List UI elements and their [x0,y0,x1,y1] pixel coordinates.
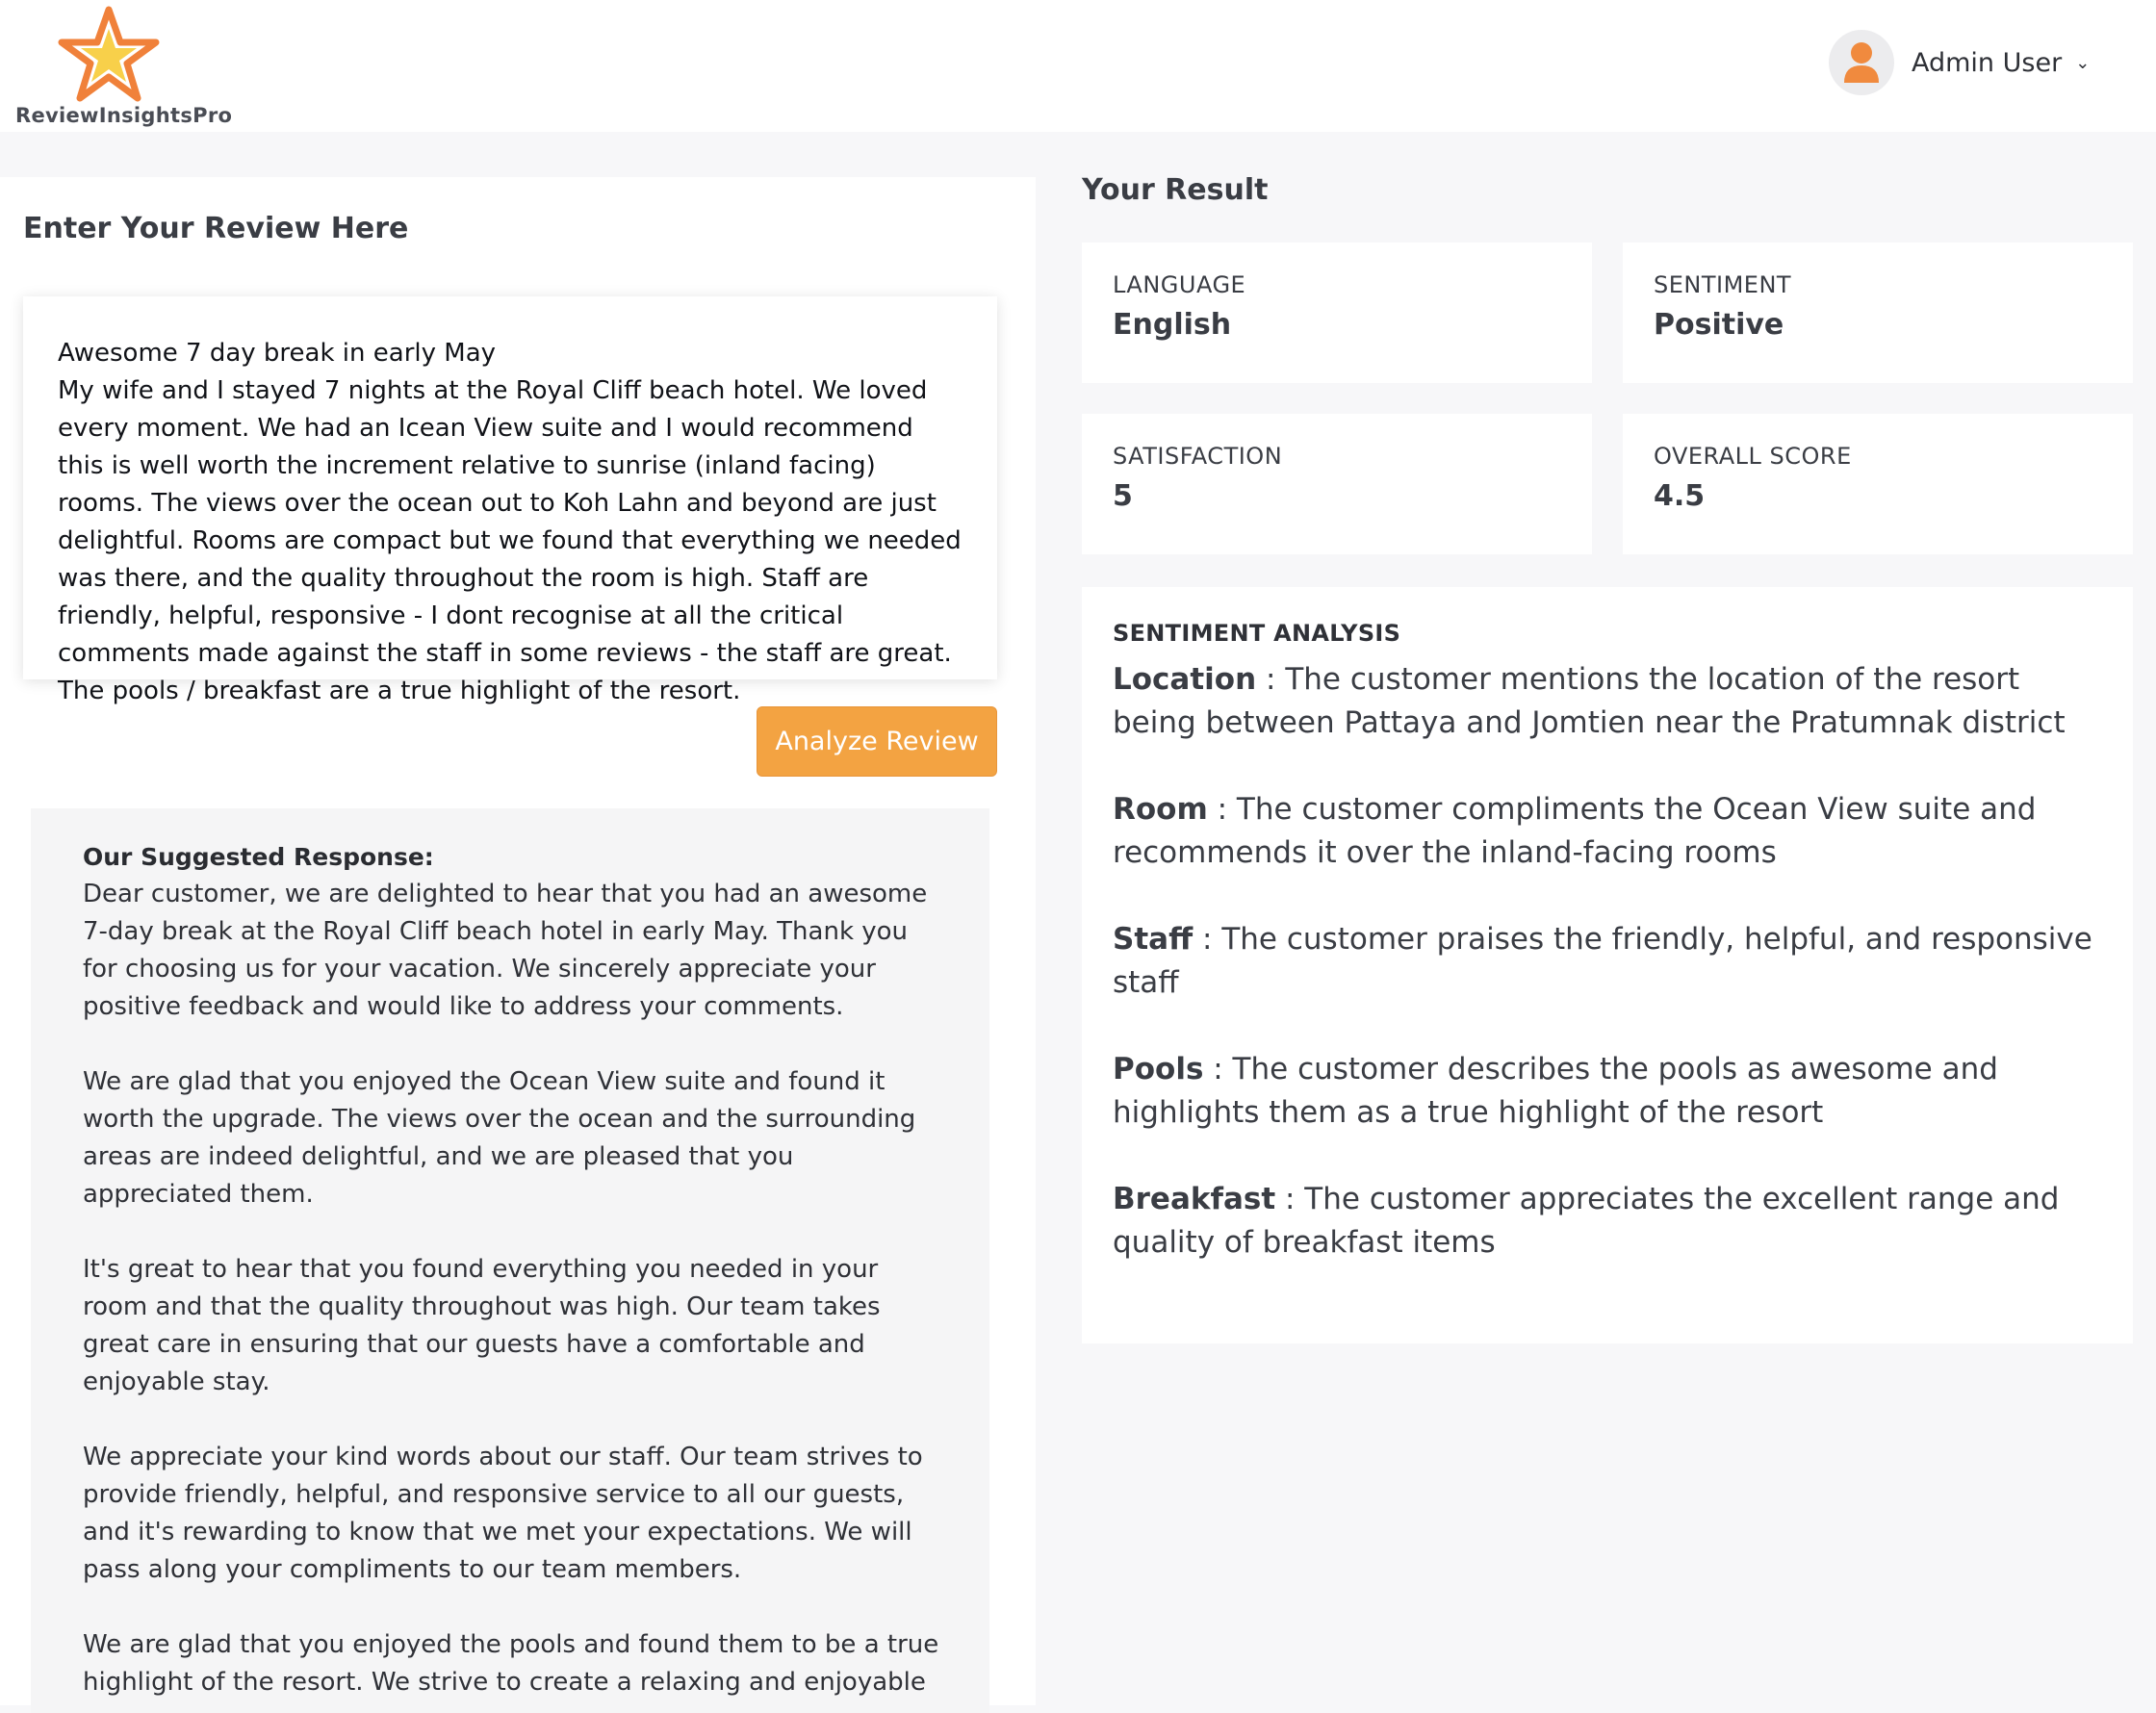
user-avatar[interactable] [1829,30,1894,95]
review-section-title: Enter Your Review Here [23,212,409,245]
brand-name: ReviewInsightsPro [15,104,233,127]
review-text[interactable]: Awesome 7 day break in early May My wife and I stayed 7 nights at the Royal Cliff beach hotel. We loved every moment. We had an Icean View suite and I would recommend this is well worth the increment relative to sunrise (inland facing) rooms. The views over the ocean out to Koh Lahn and beyond are just delightful. Rooms are compact but we found that everything we needed was there, and the quality throughout the room is high. Staff are friendly, helpful, responsive - I dont recognise at all the critical comments made against the staff in some reviews - the staff are great. The pools / breakfast are a true highlight of the resort. [58,339,962,705]
sentiment-card [1623,243,2133,383]
aspect-text: : The customer compliments the Ocean View suite and recommends it over the inland-facing rooms [1113,792,2037,870]
aspect-name: Breakfast [1113,1182,1276,1216]
overall-score-label: OVERALL SCORE [1654,443,1852,470]
satisfaction-value: 5 [1113,479,1133,513]
aspect-text: : The customer appreciates the excellent range and quality of breakfast items [1113,1182,2060,1260]
analyze-review-button[interactable]: Analyze Review [757,706,997,777]
sentiment-analysis-card [1082,587,2133,1343]
satisfaction-card [1082,414,1592,554]
language-card [1082,243,1592,383]
chevron-down-icon[interactable]: ⌄ [2075,52,2091,73]
aspect-breakfast [1113,1178,2102,1265]
user-icon [1842,40,1881,85]
aspect-name: Location [1113,662,1257,697]
aspect-text: : The customer praises the friendly, helpful, and responsive staff [1113,922,2092,1000]
aspect-name: Staff [1113,922,1194,957]
user-name[interactable]: Admin User [1912,47,2063,78]
response-paragraph: We appreciate your kind words about our staff. Our team strives to provide friendly, helpful, and responsive service to all our guests, and it's rewarding to know that we met your expectations. We will pass along your compliments to our team members. [83,1443,923,1584]
aspect-text: : The customer describes the pools as awesome and highlights them as a true highlight of the resort [1113,1052,1998,1130]
aspect-room [1113,788,2102,875]
aspect-pools [1113,1048,2102,1135]
result-title: Your Result [1082,173,1269,207]
sentiment-label: SENTIMENT [1654,271,1792,298]
response-paragraph: We are glad that you enjoyed the pools and found them to be a true highlight of the resort. We strive to create a relaxing and enjoyable [83,1630,939,1697]
response-paragraph: It's great to hear that you found everything you needed in your room and that the quality throughout was high. Our team takes great care in ensuring that our guests have a comfortable and enjoyable stay. [83,1255,881,1396]
overall-score-card [1623,414,2133,554]
sentiment-value: Positive [1654,308,1784,342]
aspect-name: Pools [1113,1052,1204,1087]
user-menu[interactable] [1829,29,2090,96]
review-textarea[interactable] [23,296,997,705]
response-paragraph: Dear customer, we are delighted to hear that you had an awesome 7-day break at the Royal Cliff beach hotel in early May. Thank you for choosing us for your vacation. We sincerely appreciate your positive feedback and would like to address your comments. [83,880,928,1021]
overall-score-value: 4.5 [1654,479,1706,513]
aspect-text: : The customer mentions the location of the resort being between Pattaya and Jomtien near the Pratumnak district [1113,662,2066,740]
top-header [0,0,2156,132]
aspect-location [1113,658,2102,745]
suggested-response-title: Our Suggested Response: [83,843,434,871]
aspect-staff [1113,918,2102,1005]
aspect-name: Room [1113,792,1208,827]
review-input-panel [0,177,1036,1705]
sentiment-analysis-title: SENTIMENT ANALYSIS [1113,620,1401,647]
language-label: LANGUAGE [1113,271,1246,298]
star-logo-icon [58,6,160,102]
response-paragraph: We are glad that you enjoyed the Ocean View suite and found it worth the upgrade. The views over the ocean and the surrounding areas are indeed delightful, and we are pleased that you appreciated them. [83,1067,916,1209]
suggested-response-box [31,808,989,1713]
brand-logo[interactable] [13,6,233,131]
satisfaction-label: SATISFACTION [1113,443,1283,470]
language-value: English [1113,308,1232,342]
